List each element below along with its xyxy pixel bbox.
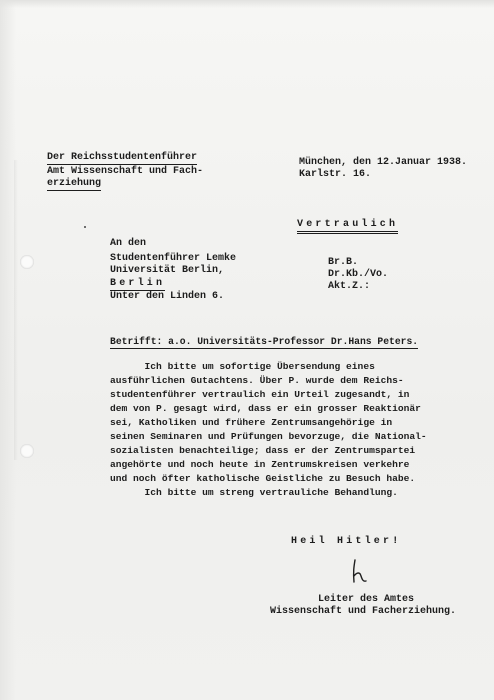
body-line: angehörte und noch heute in Zentrumskreisen verkehre bbox=[110, 459, 410, 470]
body-line: ausführlichen Gutachtens. Über P. wurde dem Reichs- bbox=[110, 375, 404, 386]
sender-office-line2: erziehung bbox=[47, 178, 102, 189]
sender-address: Karlstr. 16. bbox=[299, 169, 372, 180]
body-line: Ich bitte um streng vertrauliche Behandlung. bbox=[110, 487, 398, 498]
punch-hole-top bbox=[20, 255, 34, 269]
recipient-street: Unter den Linden 6. bbox=[110, 291, 225, 302]
recipient-institution: Universität Berlin, bbox=[110, 265, 225, 276]
paper-edge-top bbox=[0, 0, 494, 8]
sender-organization: Der Reichsstudentenführer bbox=[47, 152, 198, 163]
body-line: dem von P. gesagt wird, dass er ein grosser Reaktionär bbox=[110, 403, 421, 414]
body-line: sei, Katholiken und frühere Zentrumsangehörige in bbox=[110, 417, 393, 428]
place-date: München, den 12.Januar 1938. bbox=[299, 157, 468, 168]
closing-salute: Heil Hitler! bbox=[291, 536, 402, 547]
recipient-city: Berlin bbox=[110, 278, 166, 289]
sender-office-line1: Amt Wissenschaft und Fach- bbox=[47, 166, 204, 177]
body-line: seinen Seminaren und Prüfungen bevorzuge, die National- bbox=[110, 431, 427, 442]
recipient-salutation: An den bbox=[110, 238, 147, 249]
paper-fold-shadow bbox=[14, 160, 18, 460]
subject-line: Betrifft: a.o. Universitäts-Professor Dr.Hans Peters. bbox=[110, 336, 419, 347]
body-line: und noch öfter katholische Geistliche zu Besuch habe. bbox=[110, 473, 416, 484]
body-line: studentenführer vertraulich ein Urteil zugesandt, in bbox=[110, 389, 410, 400]
ink-speck bbox=[84, 226, 86, 228]
reference-dr: Dr.Kb./Vo. bbox=[328, 269, 389, 280]
reference-br: Br.B. bbox=[328, 257, 359, 268]
reference-akt: Akt.Z.: bbox=[328, 281, 371, 292]
body-line: Ich bitte um sofortige Übersendung eines bbox=[110, 361, 375, 372]
handwritten-initial bbox=[349, 558, 369, 586]
body-line: sozialisten benachteilige; dass er der Zentrumspartei bbox=[110, 445, 416, 456]
signatory-office: Wissenschaft und Facherziehung. bbox=[270, 606, 457, 617]
classification-stamp: Vertraulich bbox=[297, 219, 398, 234]
recipient-name: Studentenführer Lemke bbox=[110, 253, 237, 264]
signatory-title: Leiter des Amtes bbox=[318, 594, 415, 605]
punch-hole-bottom bbox=[20, 444, 34, 458]
